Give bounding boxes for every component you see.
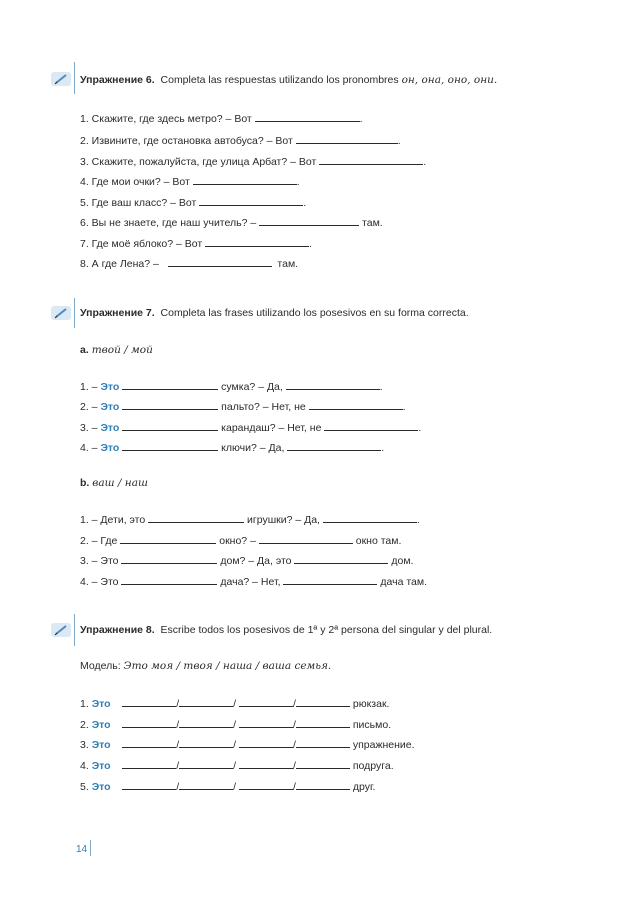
ex8-title: Упражнение 8. bbox=[80, 624, 155, 636]
answer-blank[interactable] bbox=[122, 421, 218, 431]
answer-blank[interactable] bbox=[199, 196, 303, 206]
ex7-part-b-heading bbox=[80, 477, 148, 489]
ex7b-item-3 bbox=[80, 554, 413, 567]
ex8-item-1 bbox=[80, 697, 389, 710]
item-num: 3. – bbox=[80, 422, 98, 434]
answer-blank[interactable] bbox=[286, 380, 380, 390]
ex7-part-a-heading bbox=[80, 344, 153, 356]
ex7a-item-3 bbox=[80, 421, 421, 434]
ex8-instruction: Escribe todos los posesivos de 1ª y 2ª persona del singular y del plural. bbox=[160, 624, 493, 636]
ex6-item-4 bbox=[80, 175, 300, 188]
page-number-rule bbox=[90, 840, 91, 856]
ex6-item-text: 4. Где мои очки? – Вот bbox=[80, 176, 190, 188]
ex8-item-3 bbox=[80, 738, 415, 751]
separator: / bbox=[233, 781, 237, 793]
item-num: 5. bbox=[80, 781, 89, 793]
ex7a-item-2 bbox=[80, 400, 406, 413]
item-pre: 2. – Где bbox=[80, 535, 118, 547]
item-word: Это bbox=[100, 381, 120, 393]
ex7-header bbox=[80, 307, 469, 319]
ex7a-item-1 bbox=[80, 380, 383, 393]
answer-blank[interactable] bbox=[296, 738, 350, 748]
separator: / bbox=[293, 698, 296, 710]
item-num: 4. bbox=[80, 760, 89, 772]
answer-blank[interactable] bbox=[148, 513, 244, 523]
separator: / bbox=[176, 739, 180, 751]
ex6-item-end: . bbox=[309, 238, 312, 250]
answer-blank[interactable] bbox=[179, 759, 233, 769]
answer-blank[interactable] bbox=[179, 718, 233, 728]
ex6-item-end: . bbox=[397, 135, 401, 147]
answer-blank[interactable] bbox=[122, 380, 218, 390]
pencil-icon bbox=[50, 70, 72, 88]
item-mid: окно? – bbox=[219, 535, 256, 547]
ex6-item-6 bbox=[80, 216, 383, 229]
part-words: ваш / наш bbox=[92, 477, 148, 489]
ex7a-item-4 bbox=[80, 441, 384, 454]
answer-blank[interactable] bbox=[296, 780, 350, 790]
ex8-item-5 bbox=[80, 780, 375, 793]
part-label: a. bbox=[80, 344, 89, 356]
item-end: дом. bbox=[391, 555, 414, 567]
answer-blank[interactable] bbox=[122, 738, 176, 748]
item-mid: дом? – Да, это bbox=[220, 555, 292, 567]
answer-blank[interactable] bbox=[122, 759, 176, 769]
ex7b-item-4 bbox=[80, 575, 427, 588]
answer-blank[interactable] bbox=[122, 441, 218, 451]
ex6-pronouns: он, она, оно, они. bbox=[401, 74, 498, 86]
answer-blank[interactable] bbox=[239, 697, 293, 707]
ex6-item-text: 5. Где ваш класс? – Вот bbox=[80, 197, 197, 209]
item-mid: карандаш? – Нет, не bbox=[221, 422, 322, 434]
ex6-item-end: . bbox=[423, 156, 427, 168]
separator: / bbox=[293, 760, 296, 772]
separator: / bbox=[176, 719, 180, 731]
separator: / bbox=[176, 760, 180, 772]
separator: / bbox=[233, 739, 237, 751]
model-label: Модель: bbox=[80, 660, 121, 672]
answer-blank[interactable] bbox=[294, 554, 388, 564]
ex7b-item-2 bbox=[80, 534, 401, 547]
ex6-item-5 bbox=[80, 196, 306, 209]
answer-blank[interactable] bbox=[121, 575, 217, 585]
ex6-item-end: там. bbox=[277, 258, 299, 270]
ex8-item-4 bbox=[80, 759, 394, 772]
item-mid: сумка? – Да, bbox=[221, 381, 283, 393]
item-pre: 4. – Это bbox=[80, 576, 119, 588]
ex6-item-text: 1. Скажите, где здесь метро? – Вот bbox=[80, 113, 252, 125]
item-num: 3. bbox=[80, 739, 89, 751]
separator: / bbox=[293, 781, 296, 793]
answer-blank[interactable] bbox=[193, 175, 297, 185]
item-mid: игрушки? – Да, bbox=[247, 514, 320, 526]
ex6-item-3 bbox=[80, 155, 426, 168]
separator: / bbox=[233, 698, 237, 710]
answer-blank[interactable] bbox=[120, 534, 216, 544]
answer-blank[interactable] bbox=[122, 400, 218, 410]
item-num: 2. – bbox=[80, 401, 98, 413]
ex6-item-text: 2. Извините, где остановка автобуса? – Вот bbox=[80, 135, 293, 147]
item-mid: дача? – Нет, bbox=[220, 576, 281, 588]
separator: / bbox=[293, 739, 296, 751]
ex7-header-rule bbox=[74, 298, 75, 328]
ex6-item-end: . bbox=[359, 113, 363, 125]
item-end: . bbox=[418, 422, 422, 434]
item-end: . bbox=[416, 514, 420, 526]
separator: / bbox=[176, 698, 180, 710]
answer-blank[interactable] bbox=[239, 738, 293, 748]
ex6-title: Упражнение 6. bbox=[80, 74, 155, 86]
answer-blank[interactable] bbox=[324, 421, 418, 431]
item-mid: пальто? – Нет, не bbox=[221, 401, 306, 413]
item-end: подруга. bbox=[352, 760, 394, 772]
item-end: дача там. bbox=[380, 576, 428, 588]
item-end: письмо. bbox=[352, 719, 392, 731]
separator: / bbox=[293, 719, 296, 731]
item-word: Это bbox=[100, 422, 120, 434]
ex6-item-1 bbox=[80, 112, 363, 125]
item-mid: ключи? – Да, bbox=[221, 442, 285, 454]
answer-blank[interactable] bbox=[239, 718, 293, 728]
item-word: Это bbox=[91, 698, 111, 710]
ex6-item-8 bbox=[80, 257, 298, 270]
item-word: Это bbox=[91, 781, 111, 793]
item-end: . bbox=[402, 401, 406, 413]
answer-blank[interactable] bbox=[296, 759, 350, 769]
ex6-item-text: 6. Вы не знаете, где наш учитель? – bbox=[80, 217, 257, 229]
item-pre: 3. – Это bbox=[80, 555, 119, 567]
ex7b-item-1 bbox=[80, 513, 420, 526]
page-number: 14 bbox=[76, 844, 88, 855]
ex8-model bbox=[80, 660, 331, 672]
answer-blank[interactable] bbox=[179, 697, 233, 707]
ex7-instruction: Completa las frases utilizando los posesivos en su forma correcta. bbox=[160, 307, 469, 319]
item-word: Это bbox=[91, 739, 111, 751]
answer-blank[interactable] bbox=[122, 718, 176, 728]
item-num: 4. – bbox=[80, 442, 98, 454]
ex7-title: Упражнение 7. bbox=[80, 307, 155, 319]
pencil-icon bbox=[50, 621, 72, 639]
answer-blank[interactable] bbox=[283, 575, 377, 585]
answer-blank[interactable] bbox=[296, 697, 350, 707]
item-word: Это bbox=[100, 442, 120, 454]
item-word: Это bbox=[91, 760, 111, 772]
answer-blank[interactable] bbox=[296, 134, 398, 144]
answer-blank[interactable] bbox=[122, 780, 176, 790]
item-pre: 1. – Дети, это bbox=[80, 514, 146, 526]
item-num: 2. bbox=[80, 719, 89, 731]
answer-blank[interactable] bbox=[259, 216, 359, 226]
item-word: Это bbox=[91, 719, 111, 731]
ex6-header-rule bbox=[74, 62, 75, 94]
answer-blank[interactable] bbox=[239, 759, 293, 769]
item-end: . bbox=[379, 381, 383, 393]
separator: / bbox=[176, 781, 180, 793]
answer-blank[interactable] bbox=[179, 738, 233, 748]
answer-blank[interactable] bbox=[179, 780, 233, 790]
part-words: твой / мой bbox=[91, 344, 153, 356]
ex6-item-text: 7. Где моё яблоко? – Вот bbox=[80, 238, 203, 250]
item-word: Это bbox=[100, 401, 120, 413]
answer-blank[interactable] bbox=[296, 718, 350, 728]
separator: / bbox=[233, 719, 237, 731]
answer-blank[interactable] bbox=[121, 554, 217, 564]
answer-blank[interactable] bbox=[255, 112, 360, 122]
ex8-header bbox=[80, 624, 492, 636]
answer-blank[interactable] bbox=[309, 400, 403, 410]
item-end: . bbox=[381, 442, 385, 454]
answer-blank[interactable] bbox=[168, 257, 272, 267]
separator: / bbox=[233, 760, 237, 772]
ex6-item-end: . bbox=[303, 197, 307, 209]
item-end: окно там. bbox=[355, 535, 402, 547]
ex6-instruction: Completa las respuestas utilizando los pronombres bbox=[160, 74, 399, 86]
ex8-item-2 bbox=[80, 718, 391, 731]
ex6-item-7 bbox=[80, 237, 312, 250]
item-end: рюкзак. bbox=[352, 698, 390, 710]
item-end: друг. bbox=[352, 781, 376, 793]
item-num: 1. – bbox=[80, 381, 98, 393]
ex8-header-rule bbox=[74, 614, 75, 646]
item-end: упражнение. bbox=[352, 739, 415, 751]
ex6-item-text: 8. А где Лена? – bbox=[80, 258, 159, 270]
answer-blank[interactable] bbox=[319, 155, 423, 165]
model-text: Это моя / твоя / наша / ваша семья. bbox=[123, 660, 332, 672]
ex6-item-2 bbox=[80, 134, 401, 147]
ex6-item-end: . bbox=[296, 176, 300, 188]
part-label: b. bbox=[80, 477, 90, 489]
answer-blank[interactable] bbox=[205, 237, 309, 247]
answer-blank[interactable] bbox=[239, 780, 293, 790]
answer-blank[interactable] bbox=[287, 441, 381, 451]
pencil-icon bbox=[50, 304, 72, 322]
answer-blank[interactable] bbox=[259, 534, 353, 544]
answer-blank[interactable] bbox=[122, 697, 176, 707]
answer-blank[interactable] bbox=[323, 513, 417, 523]
ex6-item-text: 3. Скажите, пожалуйста, где улица Арбат? – Вот bbox=[80, 156, 317, 168]
ex6-item-end: там. bbox=[362, 217, 383, 229]
item-num: 1. bbox=[80, 698, 89, 710]
ex6-header bbox=[80, 74, 497, 86]
